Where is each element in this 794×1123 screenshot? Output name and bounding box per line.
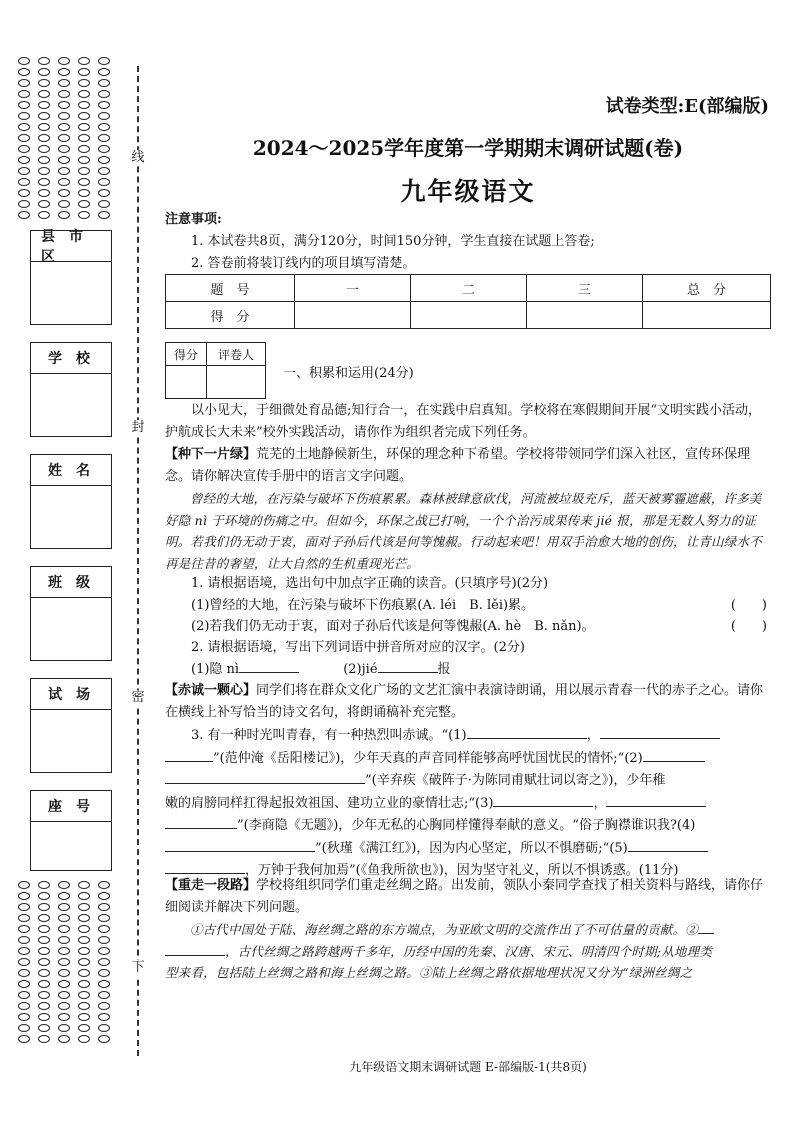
binding-hole	[58, 892, 70, 900]
binding-hole	[58, 969, 70, 977]
binding-hole	[38, 936, 50, 944]
answer-blank-q3-5b[interactable]	[165, 859, 245, 874]
task3	[165, 875, 771, 918]
section-intro: 以小见大，于细微处育品德;知行合一，在实践中启真知。学校将在寒假期间开展“文明实践小活动，护航成长大未来”校外实践活动，请你作为组织者完成下列任务。	[165, 403, 762, 440]
binding-hole	[98, 1035, 110, 1043]
binding-hole	[98, 200, 110, 208]
binding-hole	[98, 925, 110, 933]
binding-hole	[38, 925, 50, 933]
binding-hole	[98, 178, 110, 186]
binding-hole	[58, 156, 70, 164]
score-table	[165, 274, 771, 329]
binding-hole	[38, 134, 50, 142]
binding-hole	[58, 980, 70, 988]
binding-hole	[38, 914, 50, 922]
binding-hole	[38, 189, 50, 197]
binding-hole	[58, 991, 70, 999]
binding-hole	[18, 914, 30, 922]
binding-hole	[78, 189, 90, 197]
binding-hole	[18, 145, 30, 153]
binding-hole	[38, 892, 50, 900]
binding-hole	[98, 123, 110, 131]
task1-body: 荒芜的土地静候新生，环保的理念种下希望。学校将带领同学们深入社区，宣传环保理念。请你解决宣传手册中的语言文字问题。	[165, 447, 751, 484]
binding-hole	[78, 1035, 90, 1043]
binding-hole	[38, 57, 50, 65]
answer-blank-q3-3c[interactable]	[165, 814, 237, 829]
binding-hole	[58, 1002, 70, 1010]
binding-hole	[38, 1002, 50, 1010]
binding-hole	[98, 1002, 110, 1010]
binding-hole	[18, 1002, 30, 1010]
passage-line: 型来看，包括陆上丝绸之路和海上丝绸之路。③陆上丝绸之路依据地理状况又分为“绿洲丝绸之	[165, 965, 693, 980]
grader-score-cell[interactable]	[166, 366, 207, 399]
binding-hole	[18, 79, 30, 87]
question-1-1	[165, 595, 771, 617]
binding-hole	[18, 1035, 30, 1043]
binding-hole	[78, 145, 90, 153]
notice-item: 2. 答卷前将装订线内的项目填写清楚。	[191, 256, 416, 271]
q3-line: 嫩的肩膀同样扛得起报效祖国、建功立业的豪情壮志;“(3)	[165, 795, 494, 811]
exam-title: 2024～2025学年度第一学期期末调研试题(卷)	[252, 136, 684, 160]
binding-hole	[38, 167, 50, 175]
q3-line: ，万钟于我何加焉”(《鱼我所欲也》)，因为坚守礼义，所以不惧诱惑。(11分)	[245, 863, 679, 878]
paper-type: 试卷类型:E(部编版)	[605, 96, 769, 117]
binding-hole	[38, 980, 50, 988]
field-name-blank[interactable]	[31, 485, 111, 548]
binding-hole	[98, 101, 110, 109]
binding-hole	[38, 1035, 50, 1043]
binding-hole	[18, 925, 30, 933]
binding-hole	[78, 958, 90, 966]
passage-line: ，古代丝绸之路跨越两千多年，历经中国的先秦、汉唐、宋元、明清四个时期;从地理类	[225, 943, 713, 959]
binding-hole	[58, 958, 70, 966]
binding-hole	[78, 947, 90, 955]
field-exam-room[interactable]	[30, 678, 112, 773]
binding-hole	[18, 112, 30, 120]
binding-hole	[98, 68, 110, 76]
binding-hole	[78, 881, 90, 889]
binding-hole	[98, 134, 110, 142]
binding-word-xia: 下	[131, 960, 145, 975]
binding-hole	[38, 123, 50, 131]
binding-hole	[38, 211, 50, 219]
task3-title: 【重走一段路】	[165, 878, 257, 893]
field-name-label: 姓名	[48, 463, 104, 479]
field-name[interactable]	[30, 454, 112, 549]
field-county-label: 县市区	[41, 229, 97, 265]
binding-hole	[38, 969, 50, 977]
binding-hole	[38, 68, 50, 76]
binding-hole	[78, 79, 90, 87]
field-class-blank[interactable]	[31, 597, 111, 660]
field-county-blank[interactable]	[31, 261, 111, 324]
binding-hole	[78, 90, 90, 98]
binding-hole	[98, 903, 110, 911]
binding-hole	[58, 79, 70, 87]
question-1-1-text: (1)曾经的大地，在污染与破坏下伤痕累(A. léi B. lěi)累。	[191, 598, 535, 613]
binding-hole	[78, 134, 90, 142]
binding-hole	[78, 1024, 90, 1032]
binding-hole	[98, 892, 110, 900]
answer-blank-q3-2a[interactable]	[643, 747, 705, 762]
question-2-items	[165, 658, 771, 681]
binding-hole	[58, 925, 70, 933]
binding-hole	[78, 68, 90, 76]
task1-title: 【种下一片绿】	[165, 447, 257, 462]
binding-hole	[18, 178, 30, 186]
binding-hole	[58, 903, 70, 911]
grader-score-label: 得分	[166, 343, 207, 366]
binding-hole	[18, 1024, 30, 1032]
answer-blank-q3-1a[interactable]	[467, 724, 587, 739]
section-heading: 一、积累和运用(24分)	[283, 366, 414, 381]
binding-hole	[98, 189, 110, 197]
field-exam-room-blank[interactable]	[31, 709, 111, 772]
binding-hole	[38, 947, 50, 955]
binding-hole	[38, 200, 50, 208]
binding-hole	[78, 178, 90, 186]
binding-hole	[98, 167, 110, 175]
question-1-2-text: (2)若我们仍无动于衷，面对子孙后代该是何等愧赧(A. hè B. nǎn)。	[191, 619, 595, 634]
question-2-b-tail: 报	[437, 662, 451, 677]
binding-hole	[58, 145, 70, 153]
binding-hole	[18, 156, 30, 164]
binding-hole	[38, 1024, 50, 1032]
task3-body: 学校将组织同学们重走丝绸之路。出发前，领队小秦同学查找了相关资料与路线，请你仔细阅读并解决下列问题。	[165, 878, 764, 915]
binding-hole	[78, 991, 90, 999]
answer-blank-q3-3b[interactable]	[606, 792, 706, 807]
binding-hole	[58, 134, 70, 142]
binding-hole	[98, 991, 110, 999]
binding-hole	[78, 57, 90, 65]
binding-hole	[78, 211, 90, 219]
binding-hole	[18, 123, 30, 131]
grader-name-label: 评卷人	[207, 343, 266, 366]
field-school-label: 学校	[48, 351, 104, 367]
binding-word-xian: 线	[131, 150, 145, 165]
binding-hole	[98, 914, 110, 922]
binding-hole	[98, 969, 110, 977]
answer-bracket-1[interactable]: ( )	[730, 598, 767, 613]
binding-hole	[78, 156, 90, 164]
binding-hole	[78, 969, 90, 977]
binding-hole	[58, 68, 70, 76]
notice-item: 1. 本试卷共8页，满分120分，时间150分钟，学生直接在试题上答卷;	[191, 234, 595, 249]
binding-hole	[98, 211, 110, 219]
binding-hole	[18, 947, 30, 955]
binding-hole	[18, 969, 30, 977]
binding-hole	[18, 200, 30, 208]
field-school-blank[interactable]	[31, 373, 111, 436]
question-2-a: (1)隐 nì	[191, 662, 240, 677]
binding-hole	[58, 57, 70, 65]
binding-hole	[38, 101, 50, 109]
binding-hole	[18, 189, 30, 197]
binding-hole	[78, 892, 90, 900]
question-1-2	[165, 616, 771, 638]
answer-blank-q3-1b[interactable]	[600, 724, 720, 739]
q3-line: ”(李商隐《无题》)，少年无私的心胸同样懂得奉献的意义。“俗子胸襟谁识我?(4)	[237, 818, 696, 833]
binding-hole	[38, 90, 50, 98]
binding-hole	[78, 200, 90, 208]
binding-hole	[38, 881, 50, 889]
binding-hole	[18, 167, 30, 175]
field-seat-label: 座号	[48, 799, 104, 815]
binding-hole	[58, 881, 70, 889]
binding-hole	[18, 881, 30, 889]
binding-hole	[98, 980, 110, 988]
binding-hole	[18, 101, 30, 109]
binding-hole	[78, 1002, 90, 1010]
subject-title: 九年级语文	[400, 177, 536, 206]
task2-body: 同学们将在群众文化广场的文艺汇演中表演诗朗诵，用以展示青春一代的赤子之心。请你在横线上补写恰当的诗文名句，将朗诵稿补充完整。	[165, 683, 764, 720]
binding-hole	[98, 90, 110, 98]
binding-hole	[78, 925, 90, 933]
binding-word-mi: 密	[131, 690, 145, 705]
binding-hole	[18, 958, 30, 966]
reading-passage: 曾经的大地，在污染与破坏下伤痕累累。森林被肆意砍伐，河流被垃圾充斥，蓝天被雾霾遮蔽，许多美好隐 nì 于环境的伤痛之中。但如今，环保之战已打响，一个个治污成果传来 jié 报，那是无数人努力的证明。若我们仍无动于衷，面对子孙后代该是何等愧赧。行动起来吧！用双手治愈大地的创伤，让青山绿水不再是往昔的奢望，让大自然的生机重现光芒。	[165, 491, 762, 571]
answer-blank-q3-2b[interactable]	[165, 769, 365, 784]
binding-hole	[78, 980, 90, 988]
q3-line: ”(秋瑾《满江红》)，因为内心坚定，所以不惧磨砺;“(5)	[315, 840, 628, 856]
answer-blank-q2a[interactable]	[239, 658, 299, 673]
binding-hole	[58, 167, 70, 175]
score-header-cell: 总 分	[643, 275, 771, 302]
binding-hole	[38, 145, 50, 153]
binding-hole	[38, 156, 50, 164]
score-header-cell: 二	[411, 275, 527, 302]
binding-hole	[18, 1013, 30, 1021]
binding-word-feng: 封	[131, 420, 145, 435]
binding-hole	[98, 958, 110, 966]
binding-hole	[58, 211, 70, 219]
binding-hole	[38, 178, 50, 186]
q3-line: ”(范仲淹《岳阳楼记》)，少年天真的声音同样能够高呼忧国忧民的情怀;“(2)	[213, 750, 643, 766]
field-class[interactable]	[30, 566, 112, 661]
binding-hole	[98, 156, 110, 164]
binding-hole	[18, 980, 30, 988]
question-2-b: (2)jié	[343, 662, 378, 677]
binding-hole	[98, 1024, 110, 1032]
binding-dots-bottom	[12, 880, 120, 1045]
binding-hole	[18, 903, 30, 911]
grader-name-cell[interactable]	[207, 366, 266, 399]
answer-blank-p3b[interactable]	[165, 941, 225, 956]
answer-blank-p3[interactable]	[698, 919, 714, 934]
task2-title: 【赤诚一颗心】	[165, 683, 257, 698]
field-seat-blank[interactable]	[31, 821, 111, 870]
binding-hole	[58, 947, 70, 955]
binding-hole	[98, 112, 110, 120]
binding-hole	[58, 189, 70, 197]
binding-hole	[98, 1013, 110, 1021]
binding-hole	[38, 991, 50, 999]
binding-hole	[18, 991, 30, 999]
answer-blank-q3-3a[interactable]	[493, 792, 593, 807]
field-school[interactable]	[30, 342, 112, 437]
field-seat[interactable]	[30, 790, 112, 871]
answer-blank-q3-5a[interactable]	[628, 837, 708, 852]
binding-hole	[38, 958, 50, 966]
binding-hole	[58, 200, 70, 208]
binding-hole	[58, 914, 70, 922]
binding-hole	[58, 936, 70, 944]
binding-hole	[18, 57, 30, 65]
answer-bracket-2[interactable]: ( )	[730, 619, 767, 634]
question-1: 1. 请根据语境，选出句中加点字正确的读音。(只填序号)(2分)	[191, 576, 549, 591]
binding-hole	[78, 914, 90, 922]
binding-hole	[38, 112, 50, 120]
binding-hole	[18, 134, 30, 142]
notice-heading: 注意事项:	[165, 212, 222, 227]
score-cell[interactable]	[295, 302, 411, 329]
binding-hole	[98, 936, 110, 944]
page-footer: 九年级语文期末调研试题 E-部编版-1(共8页)	[349, 1060, 587, 1074]
task2	[165, 680, 771, 723]
binding-hole	[18, 68, 30, 76]
binding-hole	[18, 936, 30, 944]
binding-hole	[58, 90, 70, 98]
binding-dots-top	[12, 56, 120, 224]
binding-hole	[78, 123, 90, 131]
score-header-cell: 题 号	[166, 275, 295, 302]
score-cell[interactable]	[527, 302, 643, 329]
binding-hole	[58, 112, 70, 120]
grader-table	[165, 342, 266, 399]
field-county[interactable]	[30, 230, 112, 325]
binding-hole	[78, 101, 90, 109]
answer-blank-q2b[interactable]	[378, 658, 438, 673]
binding-hole	[38, 903, 50, 911]
answer-blank-q3-1c[interactable]	[165, 747, 213, 762]
task1	[165, 444, 771, 487]
passage-line: ①古代中国处于陆、海丝绸之路的东方端点，为亚欧文明的交流作出了不可估量的贡献。②	[190, 922, 699, 937]
score-header-cell: 三	[527, 275, 643, 302]
score-cell[interactable]	[411, 302, 527, 329]
answer-blank-q3-4[interactable]	[165, 837, 315, 852]
q3-line: ”(辛弃疾《破阵子·为陈同甫赋壮词以寄之》)，少年稚	[365, 773, 666, 788]
binding-hole	[98, 145, 110, 153]
binding-hole	[58, 1035, 70, 1043]
binding-hole	[78, 112, 90, 120]
score-cell[interactable]	[643, 302, 771, 329]
binding-hole	[78, 903, 90, 911]
binding-hole	[58, 178, 70, 186]
binding-hole	[18, 90, 30, 98]
binding-hole	[78, 1013, 90, 1021]
q3-line: 3. 有一种时光叫青春，有一种热烈叫赤诚。“(1)	[191, 728, 467, 743]
field-exam-room-label: 试场	[48, 687, 104, 703]
binding-hole	[18, 892, 30, 900]
binding-hole	[18, 211, 30, 219]
binding-hole	[78, 167, 90, 175]
binding-hole	[98, 57, 110, 65]
binding-hole	[58, 101, 70, 109]
question-3: 3. 有一种时光叫青春，有一种热烈叫赤诚。“(1) ， ”(范仲淹《岳阳楼记》)，少年天真的声音同样能够高呼忧国忧民的情怀;“(2) ”(辛弃疾《破阵子·为陈同甫赋壮词以寄之》)，少年稚 嫩的肩膀同样扛得起报效祖国、建功立业的豪情壮志;“(3) ， ”(李商隐《无题》)，少年无私的心胸同样懂得奉献的意义。“俗子胸襟谁识我?(4) ”(秋瑾《满江红》)，因为内心坚定，所以不惧磨砺;“(5) ，万钟于我何加焉”(《鱼我所欲也》)，因为坚守礼义，所以不惧诱惑。(11分)	[165, 724, 771, 882]
score-header-cell: 一	[295, 275, 411, 302]
binding-hole	[98, 881, 110, 889]
binding-hole	[98, 947, 110, 955]
binding-hole	[98, 79, 110, 87]
binding-hole	[38, 79, 50, 87]
binding-hole	[58, 1024, 70, 1032]
field-class-label: 班级	[48, 575, 104, 591]
binding-hole	[58, 1013, 70, 1021]
silk-road-passage	[165, 919, 771, 984]
binding-dashed-line	[137, 66, 139, 1056]
score-row-label: 得 分	[166, 302, 295, 329]
question-2: 2. 请根据语境，写出下列词语中拼音所对应的汉字。(2分)	[191, 640, 525, 655]
binding-hole	[38, 1013, 50, 1021]
binding-hole	[78, 936, 90, 944]
binding-hole	[58, 123, 70, 131]
